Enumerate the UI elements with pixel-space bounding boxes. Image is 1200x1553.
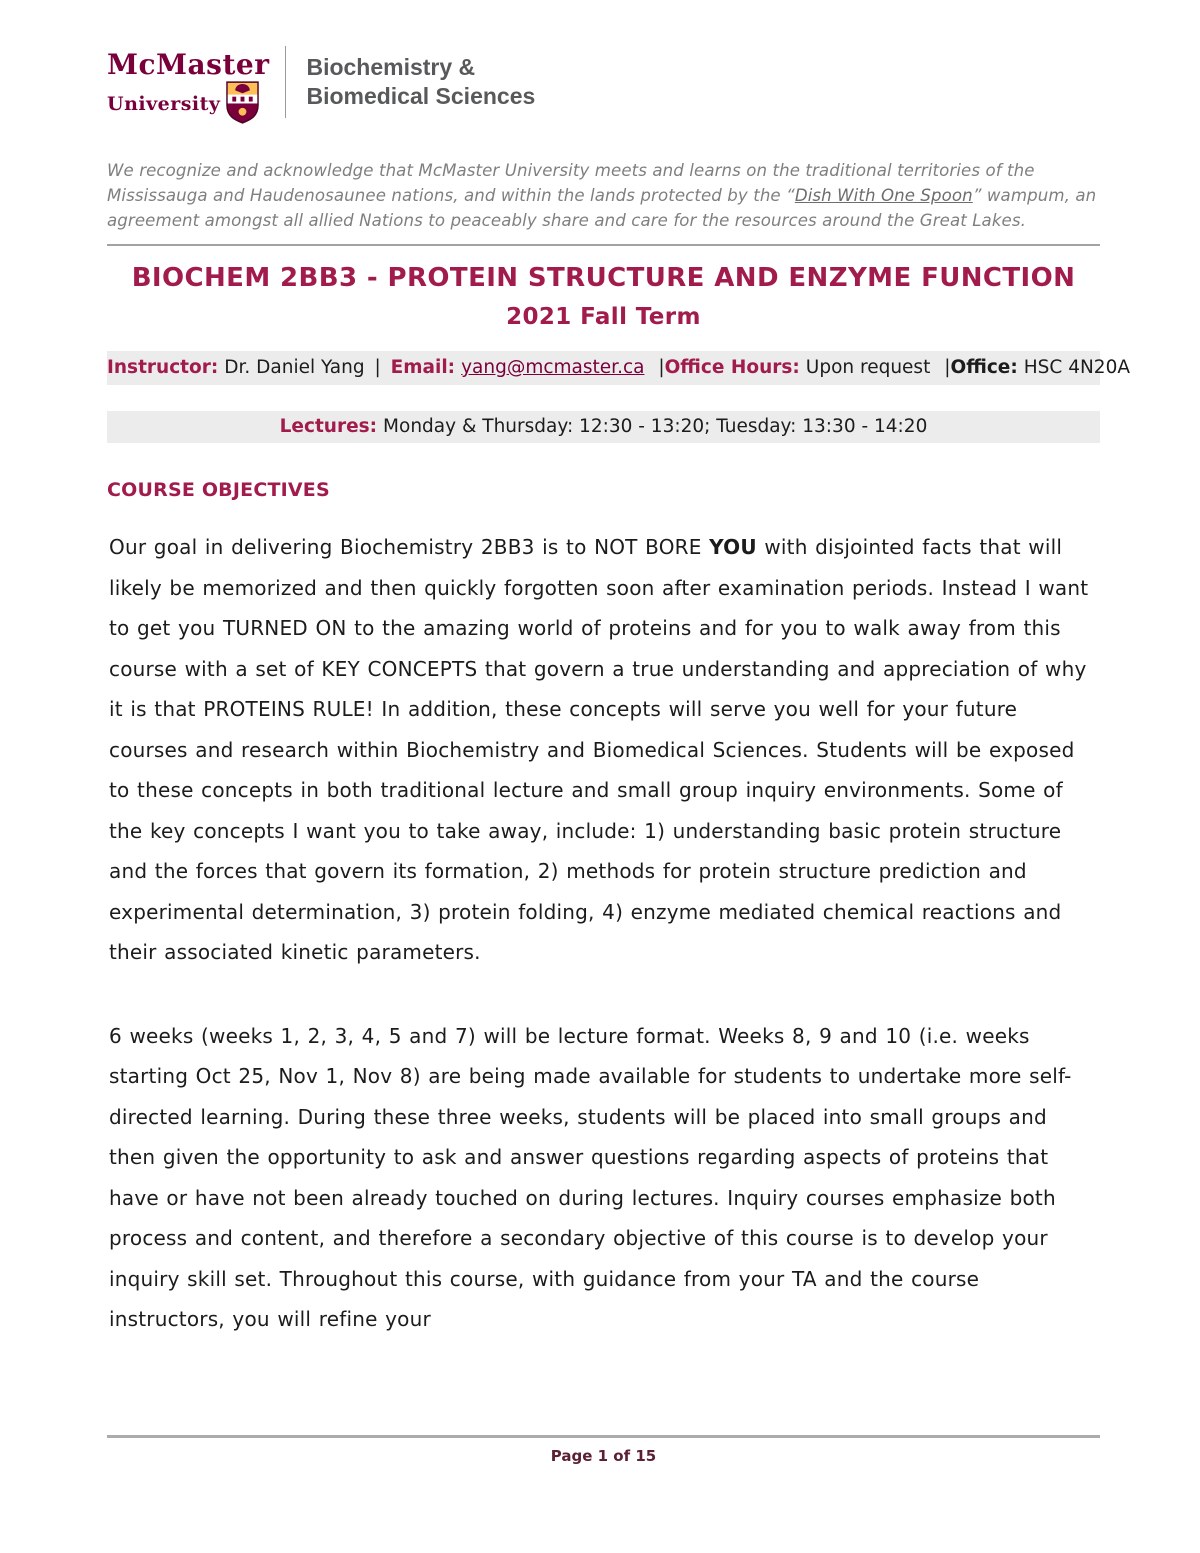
land-acknowledgment-text-before: We recognize and acknowledge that McMaster University meets and learns on the traditional territories of the Mississauga and Haudenosaunee nations, and within the lands protected by the “ <box>107 161 1035 205</box>
logo-divider <box>285 46 286 118</box>
department-name <box>306 53 535 111</box>
paragraph-1-bold-word: YOU <box>709 535 757 559</box>
separator: | <box>374 357 381 378</box>
course-term: 2021 Fall Term <box>506 304 701 330</box>
course-objectives-paragraph-1 <box>107 527 1100 973</box>
paragraph-1-text-after-bold: with disjointed facts that will likely be memorized and then quickly forgotten soon after examination periods. Instead I want to get you TURNED ON to the amazing world of proteins and for you to walk away from this course with a set of KEY CONCEPTS that govern a true understanding and appreciation of why it is that PROTEINS RULE! In addition, these concepts will serve you well for your future courses and research within Biochemistry and Biomedical Sciences. Students will be exposed to these concepts in both traditional lecture and small group inquiry environments. Some of the key concepts I want you to take away, include: 1) understanding basic protein structure and the forces that govern its formation, 2) methods for protein structure prediction and experimental determination, 3) protein folding, 4) enzyme mediated chemical reactions and their associated kinetic parameters. <box>109 535 1089 964</box>
document-header <box>107 40 1100 124</box>
land-acknowledgment <box>107 158 1100 233</box>
office-value: HSC 4N20A <box>1023 357 1131 378</box>
logo-wordmark-row2 <box>107 81 269 116</box>
land-acknowledgment-text-after: ” wampum, an agreement amongst all allied Nations to peaceably share and care for the resources around the Great Lakes. <box>107 186 1097 230</box>
office-hours-value: Upon request <box>805 357 931 378</box>
page-footer <box>107 1435 1100 1465</box>
dish-with-one-spoon-link[interactable]: Dish With One Spoon <box>794 186 973 205</box>
department-line1: Biochemistry & <box>306 54 476 80</box>
page-number: Page 1 of 15 <box>550 1447 657 1465</box>
course-title: BIOCHEM 2BB3 - PROTEIN STRUCTURE AND ENZYME FUNCTION <box>131 263 1076 293</box>
logo-wordmark-line2: University <box>107 92 221 115</box>
logo-wordmark-line1: McMaster <box>107 47 270 81</box>
footer-divider <box>107 1435 1100 1438</box>
email-label: Email: <box>390 357 456 378</box>
instructor-name: Dr. Daniel Yang <box>224 357 365 378</box>
lectures-info-bar <box>107 411 1100 443</box>
paragraph-1-text-before-bold: Our goal in delivering Biochemistry 2BB3 is to NOT BORE <box>109 535 710 559</box>
course-objectives-heading: COURSE OBJECTIVES <box>107 479 330 501</box>
mcmaster-logo <box>107 49 269 116</box>
instructor-label: Instructor: <box>107 357 219 378</box>
office-hours-label: Office Hours: <box>664 357 800 378</box>
mcmaster-crest-icon <box>226 81 259 124</box>
lectures-value: Monday & Thursday: 12:30 - 13:20; Tuesday: 13:30 - 14:20 <box>383 416 928 437</box>
instructor-email-link[interactable]: yang@mcmaster.ca <box>461 357 645 378</box>
separator: | <box>658 357 665 378</box>
department-line2: Biomedical Sciences <box>306 83 536 109</box>
course-objectives-paragraph-2: 6 weeks (weeks 1, 2, 3, 4, 5 and 7) will be lecture format. Weeks 8, 9 and 10 (i.e. weeks starting Oct 25, Nov 1, Nov 8) are being made available for students to undertake more self-directed learning. During these three weeks, students will be placed into small groups and then given the opportunity to ask and answer questions regarding aspects of proteins that have or have not been already touched on during lectures. Inquiry courses emphasize both process and content, and therefore a secondary objective of this course is to develop your inquiry skill set. Throughout this course, with guidance from your TA and the course instructors, you will refine your <box>109 1023 1072 1331</box>
lectures-label: Lectures: <box>279 416 378 437</box>
separator: | <box>944 357 951 378</box>
instructor-info-bar <box>107 351 1131 385</box>
header-divider <box>107 244 1100 246</box>
office-label: Office: <box>950 357 1018 378</box>
